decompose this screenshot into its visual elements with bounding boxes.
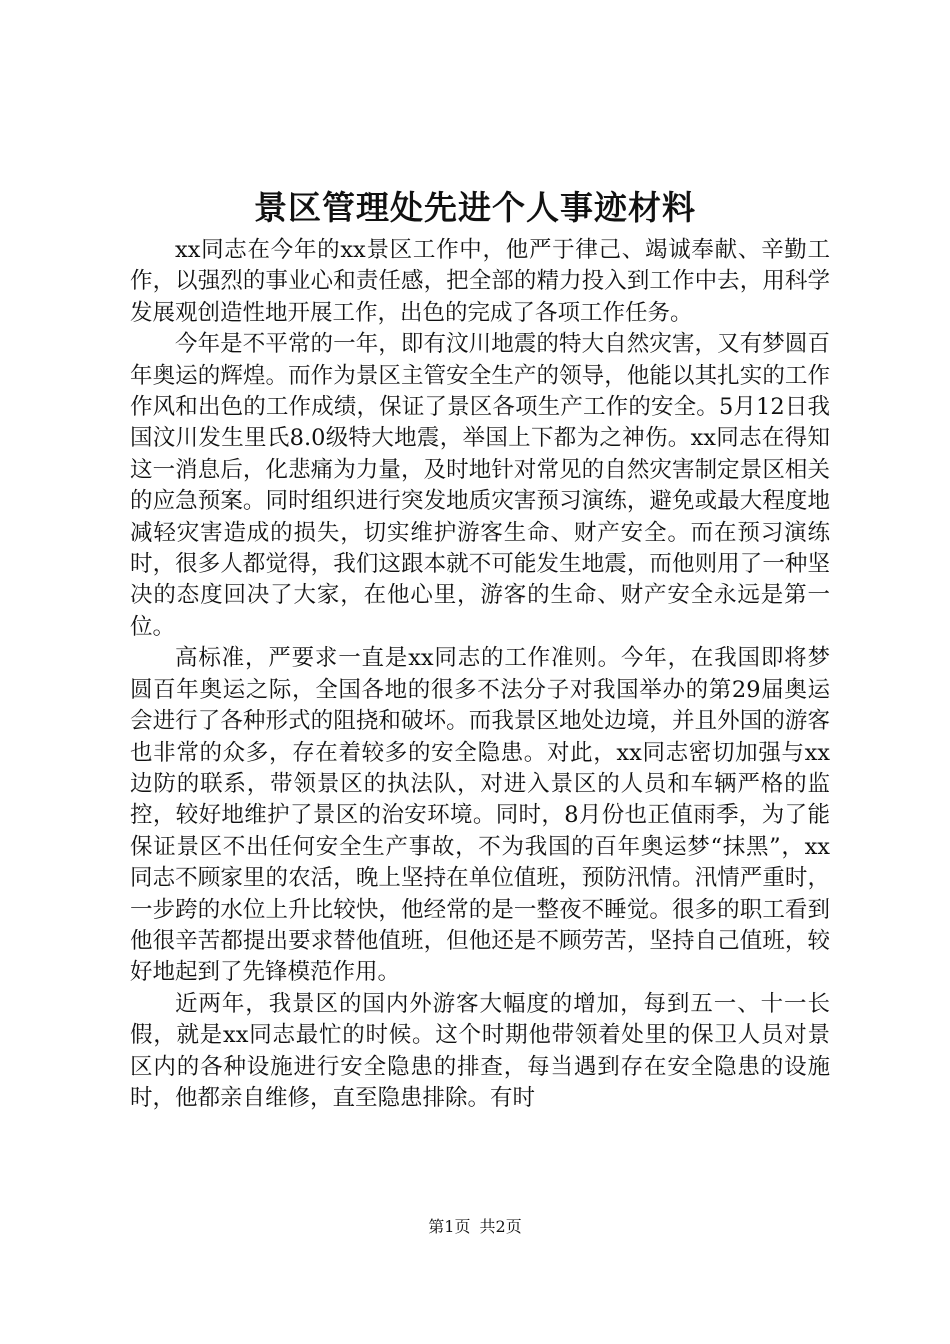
- paragraph: 今年是不平常的一年，即有汶川地震的特大自然灾害，又有梦圆百年奥运的辉煌。而作为景区主管安全生产的领导，他能以其扎实的工作作风和出色的工作成绩，保证了景区各项生产工作的安全。5月12日我国汶川发生里氏8.0级特大地震，举国上下都为之神伤。xx同志在得知这一消息后，化悲痛为力量，及时地针对常见的自然灾害制定景区相关的应急预案。同时组织进行突发地质灾害预习演练，避免或最大程度地减轻灾害造成的损失，切实维护游客生命、财产安全。而在预习演练时，很多人都觉得，我们这跟本就不可能发生地震，而他则用了一种坚决的态度回决了大家，在他心里，游客的生命、财产安全永远是第一位。: [130, 331, 830, 640]
- document-title: 景区管理处先进个人事迹材料: [254, 188, 696, 227]
- page-footer: [0, 1216, 950, 1238]
- document-body: [130, 235, 830, 1114]
- paragraph: 高标准，严要求一直是xx同志的工作准则。今年，在我国即将梦圆百年奥运之际，全国各地的很多不法分子对我国举办的第29届奥运会进行了各种形式的阻挠和破坏。而我景区地处边境，并且外国的游客也非常的众多，存在着较多的安全隐患。对此，xx同志密切加强与xx边防的联系，带领景区的执法队，对进入景区的人员和车辆严格的监控，较好地维护了景区的治安环境。同时，8月份也正值雨季，为了能保证景区不出任何安全生产事故，不为我国的百年奥运梦“抹黑”，xx同志不顾家里的农活，晚上坚持在单位值班，预防汛情。汛情严重时，一步跨的水位上升比较快，他经常的是一整夜不睡觉。很多的职工看到他很辛苦都提出要求替他值班，但他还是不顾劳苦，坚持自己值班，较好地起到了先锋模范作用。: [130, 645, 830, 986]
- paragraph: 近两年，我景区的国内外游客大幅度的增加，每到五一、十一长假，就是xx同志最忙的时候。这个时期他带领着处里的保卫人员对景区内的各种设施进行安全隐患的排查，每当遇到存在安全隐患的设施时，他都亲自维修，直至隐患排除。有时: [130, 990, 830, 1111]
- page-number: 第1页 共2页: [428, 1217, 522, 1236]
- paragraph: xx同志在今年的xx景区工作中，他严于律己、竭诚奉献、辛勤工作，以强烈的事业心和责任感，把全部的精力投入到工作中去，用科学发展观创造性地开展工作，出色的完成了各项工作任务。: [130, 237, 830, 326]
